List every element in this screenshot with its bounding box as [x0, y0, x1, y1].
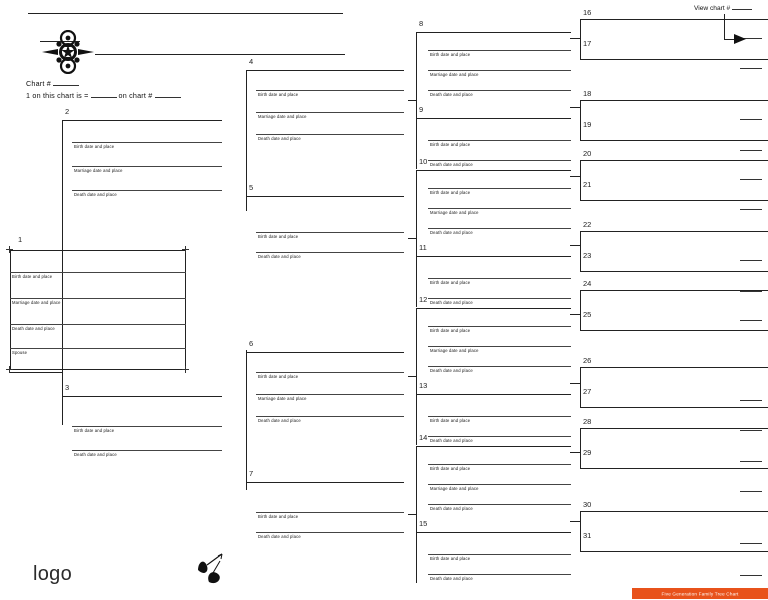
node-12-label-birth: Birth date and place [430, 327, 471, 333]
node-10-label-marriage: Marriage date and place [430, 209, 479, 215]
node-28-number: 28 [583, 417, 592, 426]
node-26-number: 26 [583, 356, 592, 365]
node-7-number: 7 [249, 469, 254, 478]
node-9-top-rule [416, 118, 571, 119]
node-10-field-birth[interactable] [428, 188, 571, 208]
node-8[interactable] [416, 19, 571, 100]
crop-mark-top-left-icon [6, 246, 13, 253]
node-16-top-rule [580, 19, 768, 20]
node-4[interactable] [246, 57, 404, 146]
footer-title-bar [632, 588, 768, 599]
node-4-field-marriage[interactable] [256, 112, 404, 134]
node-14-label-marriage: Marriage date and place [430, 485, 479, 491]
node-1-field-death[interactable] [10, 324, 186, 346]
node-4-field-birth[interactable] [256, 90, 404, 112]
node-10-top-rule [416, 170, 571, 171]
node-1-label-marriage: Marriage date and place [12, 299, 61, 305]
node-12-label-death: Death date and place [430, 367, 473, 373]
node-11-label-death: Death date and place [430, 299, 473, 305]
node-2-left-rule [62, 120, 63, 202]
node-4-number: 4 [249, 57, 254, 66]
node-11-field-birth[interactable] [428, 278, 571, 298]
stem-gen3-d [408, 514, 417, 515]
node-12-field-birth[interactable] [428, 326, 571, 346]
node-12-field-marriage[interactable] [428, 346, 571, 366]
stem-gen5-5 [570, 314, 580, 315]
node-2-field-birth[interactable] [72, 142, 222, 166]
node-15-field-death[interactable] [428, 574, 571, 590]
node-13-top-rule [416, 394, 571, 395]
node-27[interactable] [580, 388, 768, 408]
stem-gen5-1 [570, 38, 580, 39]
node-12[interactable] [416, 295, 571, 376]
node-8-field-death[interactable] [428, 90, 571, 106]
node-25-number: 25 [583, 310, 592, 319]
node-6-label-birth: Birth date and place [258, 373, 299, 379]
node-5[interactable] [246, 183, 404, 264]
chart-number-label: Chart # [26, 79, 51, 88]
node-8-field-marriage[interactable] [428, 70, 571, 90]
stem-gen5-8 [570, 521, 580, 522]
node-13-number: 13 [419, 381, 428, 390]
node-19-bottom-rule [580, 140, 768, 141]
node-23-number: 23 [583, 251, 592, 260]
node-4-label-death: Death date and place [258, 135, 301, 141]
node-26-top-rule [580, 367, 768, 368]
arrow-right-icon [734, 34, 746, 44]
node-13[interactable] [416, 381, 571, 446]
stem-gen3-b [408, 238, 417, 239]
node-14[interactable] [416, 433, 571, 514]
chart-ref-tick-6[interactable] [740, 209, 762, 210]
node-4-label-marriage: Marriage date and place [258, 113, 307, 119]
node-7-label-birth: Birth date and place [258, 513, 299, 519]
chart-number-line [26, 78, 246, 90]
node-1-label-death: Death date and place [12, 325, 55, 331]
node-8-label-marriage: Marriage date and place [430, 71, 479, 77]
node-15-top-rule [416, 532, 571, 533]
node-21-number: 21 [583, 180, 592, 189]
relation-chart-blank[interactable] [155, 91, 181, 98]
node-1-number: 1 [18, 235, 23, 244]
view-chart-text: View chart # [694, 5, 731, 12]
crop-mark-bottom-right-icon [182, 366, 189, 373]
node-6-label-marriage: Marriage date and place [258, 395, 307, 401]
node-10-label-birth: Birth date and place [430, 189, 471, 195]
node-7-field-death[interactable] [256, 532, 404, 550]
chart-ref-tick-13[interactable] [740, 491, 762, 492]
node-24-number: 24 [583, 279, 592, 288]
node-2-label-death: Death date and place [74, 191, 117, 197]
node-13-field-birth[interactable] [428, 416, 571, 436]
node-22-top-rule [580, 231, 768, 232]
node-1-top-rule [10, 250, 186, 251]
chart-ref-tick-5[interactable] [740, 179, 762, 180]
chart-ref-tick-10[interactable] [740, 400, 762, 401]
chart-ref-tick-15[interactable] [740, 575, 762, 576]
node-3-top-rule [62, 396, 222, 397]
node-5-label-birth: Birth date and place [258, 233, 299, 239]
node-14-field-death[interactable] [428, 504, 571, 520]
stem-gen5-3 [570, 176, 580, 177]
chart-ref-tick-11[interactable] [740, 430, 762, 431]
node-12-label-marriage: Marriage date and place [430, 347, 479, 353]
node-6-field-birth[interactable] [256, 372, 404, 394]
node-14-field-birth[interactable] [428, 464, 571, 484]
node-18-number: 18 [583, 89, 592, 98]
node-28-top-rule [580, 428, 768, 429]
leaf-sprig-icon [196, 552, 230, 590]
node-1[interactable] [10, 235, 186, 370]
node-15-label-birth: Birth date and place [430, 555, 471, 561]
node-2[interactable] [62, 107, 222, 202]
node-18-top-rule [580, 100, 768, 101]
node-10-field-marriage[interactable] [428, 208, 571, 228]
node-2-number: 2 [65, 107, 70, 116]
node-22-number: 22 [583, 220, 592, 229]
node-15-label-death: Death date and place [430, 575, 473, 581]
chart-ref-tick-4[interactable] [740, 150, 762, 151]
node-14-label-birth: Birth date and place [430, 465, 471, 471]
node-5-field-death[interactable] [256, 252, 404, 270]
node-3-label-death: Death date and place [74, 451, 117, 457]
view-chart-label [694, 3, 754, 12]
node-14-label-death: Death date and place [430, 505, 473, 511]
node-14-field-marriage[interactable] [428, 484, 571, 504]
node-5-top-rule [246, 196, 404, 197]
node-13-label-birth: Birth date and place [430, 417, 471, 423]
node-1-field-marriage[interactable] [10, 298, 186, 320]
node-3[interactable] [62, 383, 222, 458]
node-1-label-birth: Birth date and place [12, 273, 53, 279]
stem-gen5-2 [570, 107, 580, 108]
node-31-number: 31 [583, 531, 592, 540]
stem-gen5-6 [570, 383, 580, 384]
header-top-rule [28, 13, 343, 14]
node-17-bottom-rule [580, 59, 768, 60]
node-3-label-birth: Birth date and place [74, 427, 115, 433]
view-chart-blank[interactable] [732, 3, 752, 10]
ornament-right-rule [95, 54, 345, 55]
node-6[interactable] [246, 339, 404, 428]
node-10[interactable] [416, 157, 571, 238]
node-7-field-birth[interactable] [256, 512, 404, 532]
node-3-field-death[interactable] [72, 450, 222, 468]
stem-gen5-4 [570, 245, 580, 246]
chart-ref-tick-12[interactable] [740, 461, 762, 462]
node-29-number: 29 [583, 448, 592, 457]
node-27-bottom-rule [580, 407, 768, 408]
node-20-top-rule [580, 160, 768, 161]
node-17-number: 17 [583, 39, 592, 48]
node-8-label-death: Death date and place [430, 91, 473, 97]
node-20-number: 20 [583, 149, 592, 158]
node-2-top-rule [62, 120, 222, 121]
chart-ref-tick-7[interactable] [740, 260, 762, 261]
node-14-number: 14 [419, 433, 428, 442]
node-7-label-death: Death date and place [258, 533, 301, 539]
node-7[interactable] [246, 469, 404, 550]
node-8-field-birth[interactable] [428, 50, 571, 70]
node-11-number: 11 [419, 243, 427, 252]
node-11[interactable] [416, 243, 571, 308]
chart-ref-tick-8[interactable] [740, 291, 762, 292]
node-4-label-birth: Birth date and place [258, 91, 299, 97]
footer-title-text: Five Generation Family Tree Chart [661, 591, 739, 596]
node-23-bottom-rule [580, 271, 768, 272]
node-10-field-death[interactable] [428, 228, 571, 244]
node-1-label-spouse: Spouse [12, 349, 28, 355]
node-12-number: 12 [419, 295, 428, 304]
chart-ref-tick-3[interactable] [740, 119, 762, 120]
node-15-number: 15 [419, 519, 428, 528]
node-4-field-death[interactable] [256, 134, 404, 152]
stem-gen3-a [408, 100, 417, 101]
node-30-top-rule [580, 511, 768, 512]
node-31[interactable] [580, 532, 768, 552]
crop-mark-top-right-icon [182, 246, 189, 253]
relation-middle: on chart # [118, 91, 153, 100]
node-30-number: 30 [583, 500, 592, 509]
node-8-number: 8 [419, 19, 424, 28]
node-13-label-death: Death date and place [430, 437, 473, 443]
relation-number-blank[interactable] [91, 91, 117, 98]
node-6-label-death: Death date and place [258, 417, 301, 423]
node-11-label-birth: Birth date and place [430, 279, 471, 285]
node-3-field-birth[interactable] [72, 426, 222, 450]
node-2-field-marriage[interactable] [72, 166, 222, 190]
floral-ornament-icon [42, 30, 94, 74]
relation-line [26, 90, 246, 102]
node-1-field-spouse[interactable] [10, 348, 186, 368]
node-8-top-rule [416, 32, 571, 33]
node-21[interactable] [580, 181, 768, 201]
chart-ref-tick-9[interactable] [740, 320, 762, 321]
stem-gen5-7 [570, 452, 580, 453]
node-3-number: 3 [65, 383, 70, 392]
node-5-label-death: Death date and place [258, 253, 301, 259]
node-27-number: 27 [583, 387, 592, 396]
node-21-bottom-rule [580, 200, 768, 201]
node-4-top-rule [246, 70, 404, 71]
node-29[interactable] [580, 449, 768, 469]
node-8-label-birth: Birth date and place [430, 51, 471, 57]
chart-ref-tick-2[interactable] [740, 68, 762, 69]
node-5-number: 5 [249, 183, 254, 192]
stem-gen3-c [408, 376, 417, 377]
node-25[interactable] [580, 311, 768, 331]
node-15-field-birth[interactable] [428, 554, 571, 574]
node-31-bottom-rule [580, 551, 768, 552]
chart-ref-tick-14[interactable] [740, 543, 762, 544]
node-6-top-rule [246, 352, 404, 353]
node-29-bottom-rule [580, 468, 768, 469]
node-7-top-rule [246, 482, 404, 483]
node-5-field-birth[interactable] [256, 232, 404, 252]
node-11-top-rule [416, 256, 571, 257]
node-9[interactable] [416, 105, 571, 170]
node-12-field-death[interactable] [428, 366, 571, 382]
node-23[interactable] [580, 252, 768, 272]
node-25-bottom-rule [580, 330, 768, 331]
node-19[interactable] [580, 121, 768, 141]
crop-mark-bottom-left-icon [6, 366, 13, 373]
view-chart-leader-vertical [724, 14, 725, 40]
chart-number-caption [26, 78, 246, 102]
node-16-number: 16 [583, 8, 592, 17]
node-15[interactable] [416, 519, 571, 584]
logo-placeholder: logo [33, 563, 73, 585]
node-1-field-birth[interactable] [10, 272, 186, 294]
node-6-field-death[interactable] [256, 416, 404, 434]
chart-number-blank[interactable] [53, 79, 79, 86]
node-9-label-death: Death date and place [430, 161, 473, 167]
node-9-label-birth: Birth date and place [430, 141, 471, 147]
node-12-top-rule [416, 308, 571, 309]
node-14-top-rule [416, 446, 571, 447]
node-19-number: 19 [583, 120, 592, 129]
node-9-number: 9 [419, 105, 424, 114]
node-10-label-death: Death date and place [430, 229, 473, 235]
connector-box1-stem [10, 372, 62, 373]
node-6-number: 6 [249, 339, 254, 348]
node-10-number: 10 [419, 157, 428, 166]
node-2-label-marriage: Marriage date and place [74, 167, 123, 173]
node-1-bottom-rule [10, 369, 186, 370]
node-2-field-death[interactable] [72, 190, 222, 208]
node-2-label-birth: Birth date and place [74, 143, 115, 149]
node-6-field-marriage[interactable] [256, 394, 404, 416]
relation-prefix: 1 on this chart is = [26, 91, 89, 100]
node-9-field-birth[interactable] [428, 140, 571, 160]
